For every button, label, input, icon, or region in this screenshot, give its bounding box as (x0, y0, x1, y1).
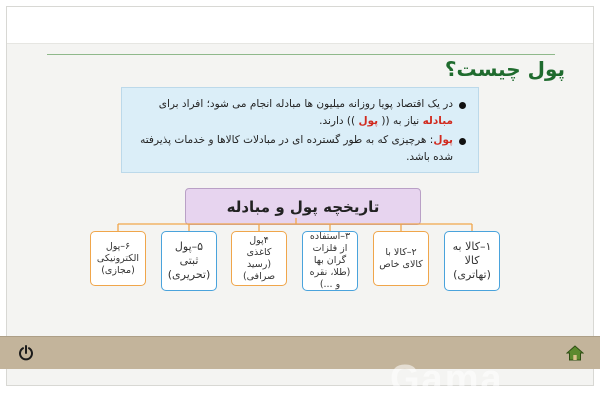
bullet-2-keyword-money: پول (433, 134, 453, 146)
history-card-1: ۱–کالا به کالا (تهاتری) (444, 231, 500, 291)
bullet-1-text-c: )) دارند. (319, 115, 359, 127)
power-icon[interactable] (17, 344, 35, 362)
page-title: پول چیست؟ (444, 57, 565, 81)
bullet-2-text: : هرچیزی که به طور گسترده ای در مبادلات کالاها و خدمات پذیرفته شده باشد. (140, 134, 453, 163)
history-card-6: ۶–پول الکترونیکی (مجازی) (90, 231, 146, 286)
bullet-1-keyword-money: پول (358, 115, 379, 127)
home-icon[interactable] (566, 344, 584, 362)
history-card-2: ۲–کالا با کالای خاص (373, 231, 429, 286)
bullet-1-text-b: نیاز به (( (378, 115, 423, 127)
history-card-3: ۳–استفاده از فلزات گران بها (طلا، نقره و ...) (302, 231, 358, 291)
watermark: Gama (390, 358, 504, 400)
history-card-4: ۴پول کاغذی (رسید صرافی) (231, 231, 287, 286)
bullet-1-keyword-exchange: مبادله (422, 115, 453, 127)
history-header: تاریخچه پول و مبادله (185, 188, 421, 225)
bullet-1-text-a: در یک اقتصاد پویا روزانه میلیون ها مبادله انجام می شود؛ افراد برای (158, 98, 453, 110)
history-card-5: ۵–پول ثبتی (تحریری) (161, 231, 217, 291)
bottom-bar (0, 336, 600, 369)
